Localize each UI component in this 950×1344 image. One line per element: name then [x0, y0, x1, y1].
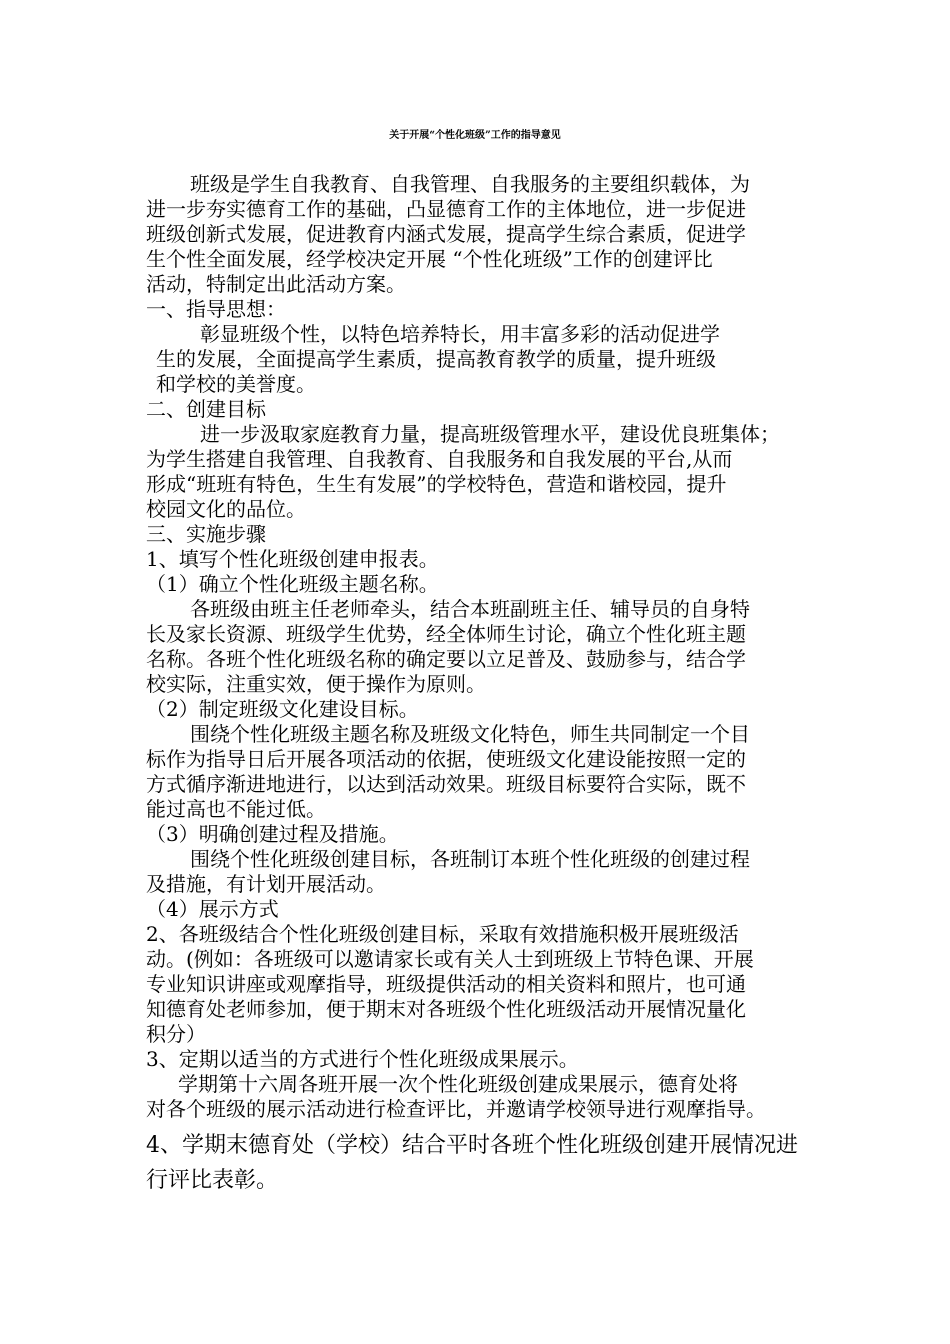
paragraph-line: 名称。各班个性化班级名称的确定要以立足普及、鼓励参与，结合学 [146, 647, 746, 671]
paragraph-line: 及措施，有计划开展活动。 [146, 872, 386, 896]
paragraph-line: 班级创新式发展，促进教育内涵式发展，提高学生综合素质，促进学 [146, 222, 746, 246]
paragraph-line: 长及家长资源、班级学生优势，经全体师生讨论，确立个性化班主题 [146, 622, 746, 646]
paragraph-line: 围绕个性化班级创建目标，各班制订本班个性化班级的创建过程 [190, 847, 750, 871]
paragraph-line: 和学校的美誉度。 [156, 372, 316, 396]
paragraph-line: 方式循序渐进地进行，以达到活动效果。班级目标要符合实际，既不 [146, 772, 746, 796]
paragraph-line: 生个性全面发展，经学校决定开展 “个性化班级”工作的创建评比 [146, 247, 713, 271]
paragraph-line: 能过高也不能过低。 [146, 797, 326, 821]
paragraph-line: 标作为指导日后开展各项活动的依据，使班级文化建设能按照一定的 [146, 747, 746, 771]
substep-heading: （2）制定班级文化建设目标。 [146, 697, 419, 721]
section-heading: 一、指导思想： [146, 297, 286, 321]
step-heading: 1、填写个性化班级创建申报表。 [146, 547, 439, 571]
paragraph-line: 形成“班班有特色，生生有发展”的学校特色，营造和谐校园，提升 [146, 472, 727, 496]
paragraph-line: 进一步夯实德育工作的基础，凸显德育工作的主体地位，进一步促进 [146, 197, 746, 221]
substep-heading: （1）确立个性化班级主题名称。 [146, 572, 439, 596]
paragraph-line: 动。(例如：各班级可以邀请家长或有关人士到班级上节特色课、开展 [146, 947, 754, 971]
paragraph-line: 校园文化的品位。 [146, 497, 306, 521]
paragraph-line: 彰显班级个性，以特色培养特长，用丰富多彩的活动促进学 [200, 322, 720, 346]
step-heading: 3、定期以适当的方式进行个性化班级成果展示。 [146, 1047, 579, 1071]
step-heading: 4、学期末德育处（学校）结合平时各班个性化班级创建开展情况进 [146, 1133, 798, 1158]
paragraph-line: 对各个班级的展示活动进行检查评比，并邀请学校领导进行观摩指导。 [146, 1097, 766, 1121]
document-title: 关于开展“个性化班级”工作的指导意见 [389, 130, 561, 141]
paragraph-line: 行评比表彰。 [146, 1168, 279, 1193]
paragraph-line: 专业知识讲座或观摩指导，班级提供活动的相关资料和照片，也可通 [146, 972, 746, 996]
section-heading: 二、创建目标 [146, 397, 266, 421]
substep-heading: （4）展示方式 [146, 897, 279, 921]
paragraph-line: 为学生搭建自我管理、自我教育、自我服务和自我发展的平台,从而 [146, 447, 733, 471]
step-heading: 2、各班级结合个性化班级创建目标，采取有效措施积极开展班级活 [146, 922, 739, 946]
paragraph-line: 知德育处老师参加，便于期末对各班级个性化班级活动开展情况量化 [146, 997, 746, 1021]
paragraph-line: 班级是学生自我教育、自我管理、自我服务的主要组织载体，为 [190, 172, 750, 196]
paragraph-line: 进一步汲取家庭教育力量，提高班级管理水平，建设优良班集体； [200, 422, 780, 446]
paragraph-line: 积分） [146, 1022, 206, 1046]
paragraph-line: 围绕个性化班级主题名称及班级文化特色，师生共同制定一个目 [190, 722, 750, 746]
paragraph-line: 学期第十六周各班开展一次个性化班级创建成果展示，德育处将 [178, 1072, 738, 1096]
section-heading: 三、实施步骤 [146, 522, 266, 546]
paragraph-line: 校实际，注重实效，便于操作为原则。 [146, 672, 486, 696]
substep-heading: （3）明确创建过程及措施。 [146, 822, 399, 846]
paragraph-line: 活动，特制定出此活动方案。 [146, 272, 406, 296]
paragraph-line: 各班级由班主任老师牵头，结合本班副班主任、辅导员的自身特 [190, 597, 750, 621]
paragraph-line: 生的发展，全面提高学生素质，提高教育教学的质量，提升班级 [156, 347, 716, 371]
